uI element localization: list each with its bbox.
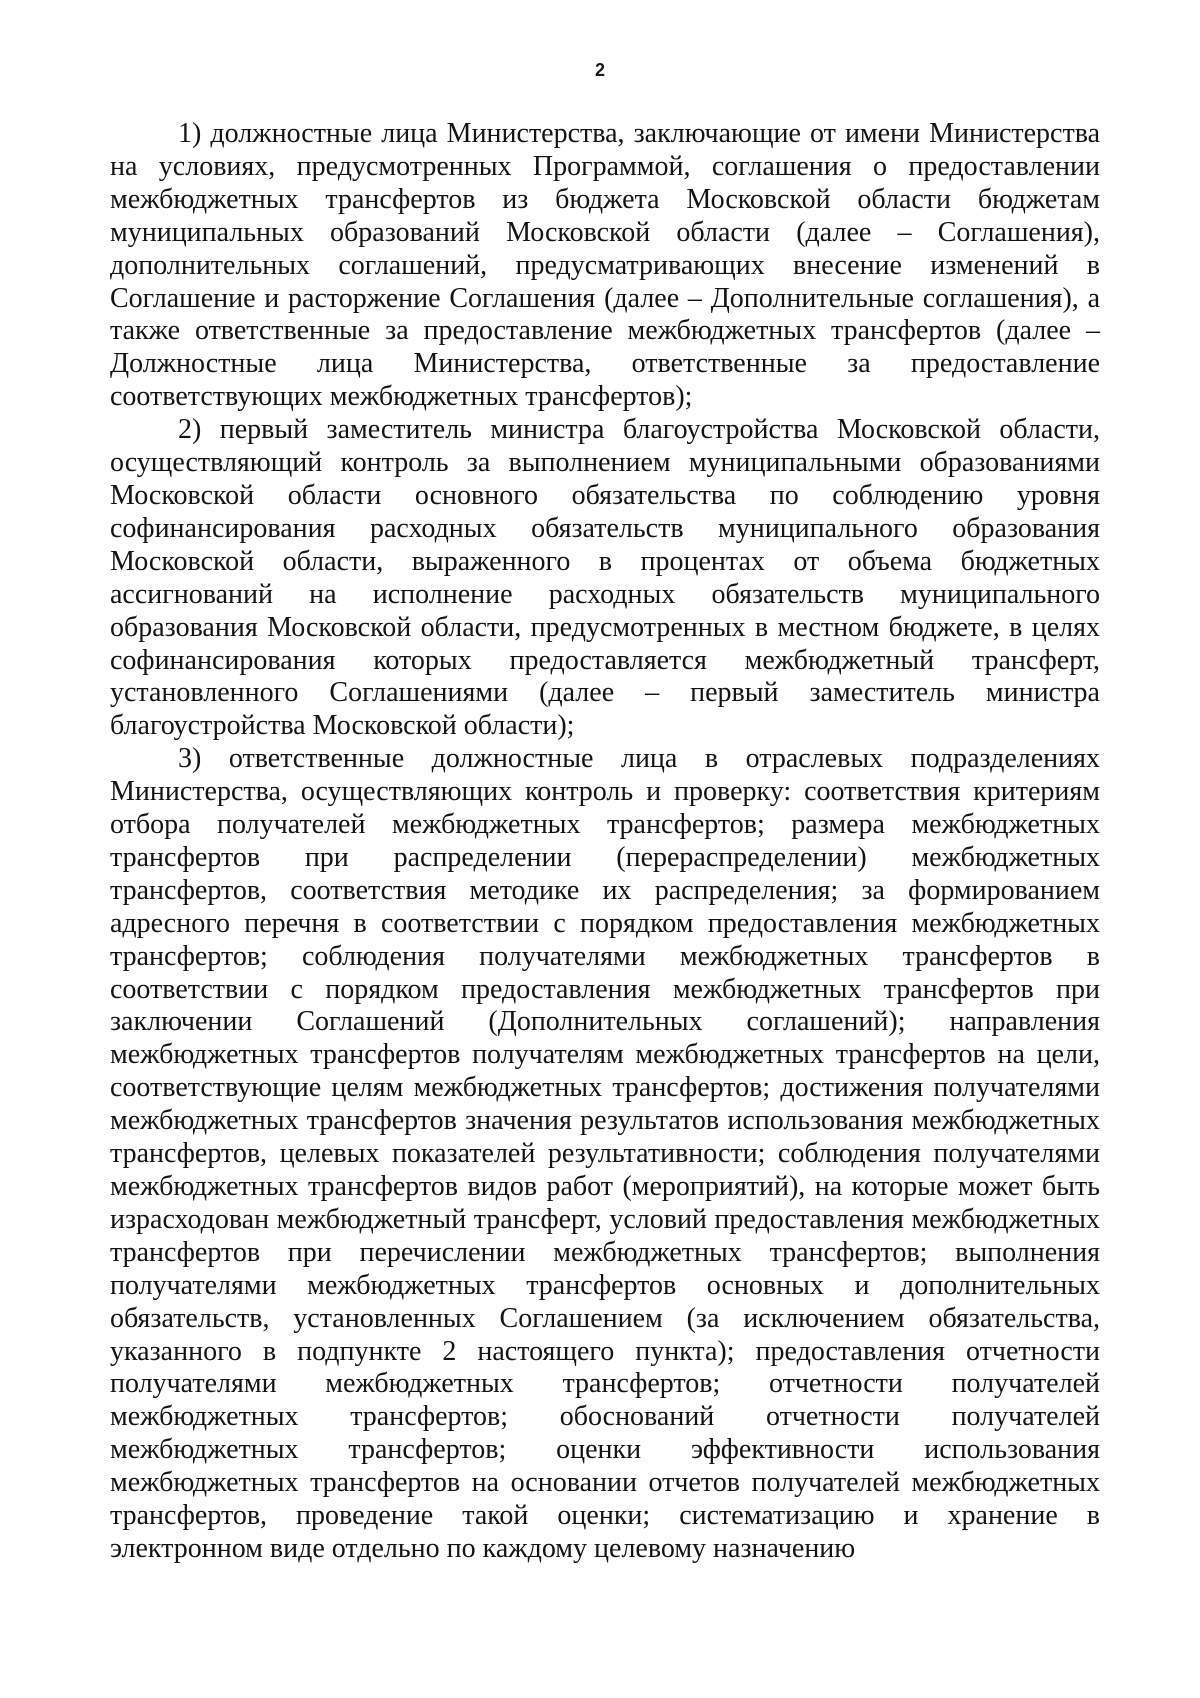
paragraph-item-2: 2) первый заместитель министра благоустройства Московской области, осуществляющий контроль за выполнением муниципальными образованиями Московской области основного обязательства по соблюдению уровня софинансирования расходных обязательств муниципального образования Московской области, выраженного в процентах от объема бюджетных ассигнований на исполнение расходных обязательств муниципального образования Московской области, предусмотренных в местном бюджете, в целях софинансирования которых предоставляется межбюджетный трансферт, установленного Соглашениями (далее – первый заместитель министра благоустройства Московской области); [110,414,1100,742]
document-body [110,118,1100,1566]
paragraph-item-3: 3) ответственные должностные лица в отраслевых подразделениях Министерства, осуществляющих контроль и проверку: соответствия критериям отбора получателей межбюджетных трансфертов; размера межбюджетных трансфертов при распределении (перераспределении) межбюджетных трансфертов, соответствия методике их распределения; за формированием адресного перечня в соответствии с порядком предоставления межбюджетных трансфертов; соблюдения получателями межбюджетных трансфертов в соответствии с порядком предоставления межбюджетных трансфертов при заключении Соглашений (Дополнительных соглашений); направления межбюджетных трансфертов получателям межбюджетных трансфертов на цели, соответствующие целям межбюджетных трансфертов; достижения получателями межбюджетных трансфертов значения результатов использования межбюджетных трансфертов, целевых показателей результативности; соблюдения получателями межбюджетных трансфертов видов работ (мероприятий), на которые может быть израсходован межбюджетный трансферт, условий предоставления межбюджетных трансфертов при перечислении межбюджетных трансфертов; выполнения получателями межбюджетных трансфертов основных и дополнительных обязательств, установленных Соглашением (за исключением обязательства, указанного в подпункте 2 настоящего пункта); предоставления отчетности получателями межбюджетных трансфертов; отчетности получателей межбюджетных трансфертов; обоснований отчетности получателей межбюджетных трансфертов; оценки эффективности использования межбюджетных трансфертов на основании отчетов получателей межбюджетных трансфертов, проведение такой оценки; систематизацию и хранение в электронном виде отдельно по каждому целевому назначению [110,743,1100,1564]
paragraph-item-1: 1) должностные лица Министерства, заключающие от имени Министерства на условиях, предусмотренных Программой, соглашения о предоставлении межбюджетных трансфертов из бюджета Московской области бюджетам муниципальных образований Московской области (далее – Соглашения), дополнительных соглашений, предусматривающих внесение изменений в Соглашение и расторжение Соглашения (далее – Дополнительные соглашения), а также ответственные за предоставление межбюджетных трансфертов (далее – Должностные лица Министерства, ответственные за предоставление соответствующих межбюджетных трансфертов); [110,118,1100,413]
page-number: 2 [594,60,605,80]
